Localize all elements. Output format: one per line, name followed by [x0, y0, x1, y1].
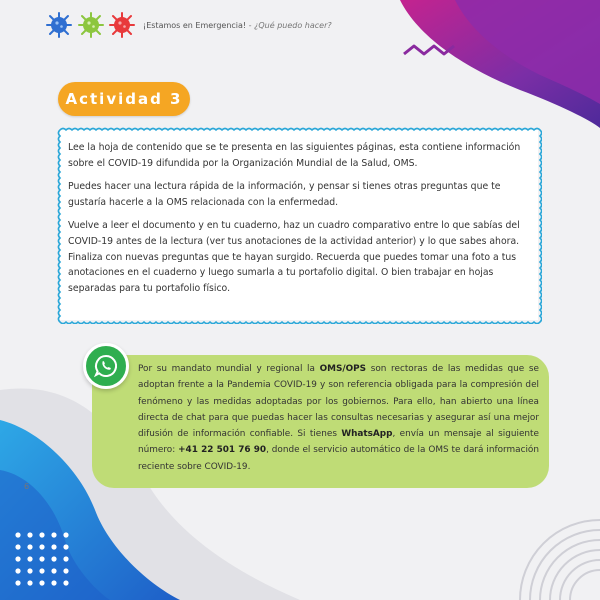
- info-text-1: Por su mandato mundial y regional la: [138, 364, 320, 374]
- instruction-paragraph-1: Lee la hoja de contenido que se te presenta en las siguientes páginas, esta contiene información sobre el COVID-19 difundida por la Organización Mundial de la Salud, OMS.: [68, 142, 521, 169]
- whatsapp-info-box: [92, 355, 549, 488]
- whatsapp-icon: [83, 343, 129, 389]
- header-main-title: ¡Estamos en Emergencia!: [143, 21, 247, 30]
- activity-badge: Actividad 3: [58, 82, 190, 116]
- info-whatsapp: WhatsApp: [341, 429, 393, 440]
- header-subtitle: ¿Qué puedo hacer?: [254, 21, 332, 30]
- activity-instructions: [60, 130, 536, 318]
- virus-green-icon: [78, 12, 104, 38]
- header-title: ¡Estamos en Emergencia! - ¿Qué puedo hacer?: [143, 21, 332, 30]
- instruction-paragraph-2: Puedes hacer una lectura rápida de la información, y pensar si tienes otras preguntas que te gustaría hacerle a la OMS relacionada con la enfermedad.: [68, 181, 501, 208]
- info-org: OMS/OPS: [319, 364, 367, 374]
- page-number: 6: [24, 482, 30, 491]
- instruction-paragraph-3: Vuelve a leer el documento y en tu cuaderno, haz un cuadro comparativo entre lo que sabías del COVID-19 antes de la lectura (ver tus anotaciones de la actividad anterior) y lo que sabes ahora. Finaliza con nuevas preguntas que te hayan surgido. Recuerda que puedes tomar una foto a tus anotaciones en el cuaderno y luego sumarla a tu portafolio digital. O bien trabajar en hojas separadas para tu portafolio físico.: [68, 220, 520, 294]
- virus-red-icon: [109, 12, 135, 38]
- info-phone-number: +41 22 501 76 90: [178, 445, 267, 456]
- info-text-3: , envía un mensaje al siguiente número:: [138, 429, 539, 456]
- virus-blue-icon: [46, 12, 72, 38]
- info-text-2: son rectoras de las medidas que se adoptan frente a la Pandemia COVID-19 y son referencia obligada para la compresión del fenómeno y las medidas adoptadas por los gobiernos. Para ello, han abierto una línea directa de chat para que puedas hacer las consultas necesarias y asegurar así una mejor difusión de información confiable. Si tienes: [138, 364, 540, 440]
- info-text-4: , donde el servicio automático de la OMS te dará información reciente sobre COVID-19.: [138, 445, 539, 472]
